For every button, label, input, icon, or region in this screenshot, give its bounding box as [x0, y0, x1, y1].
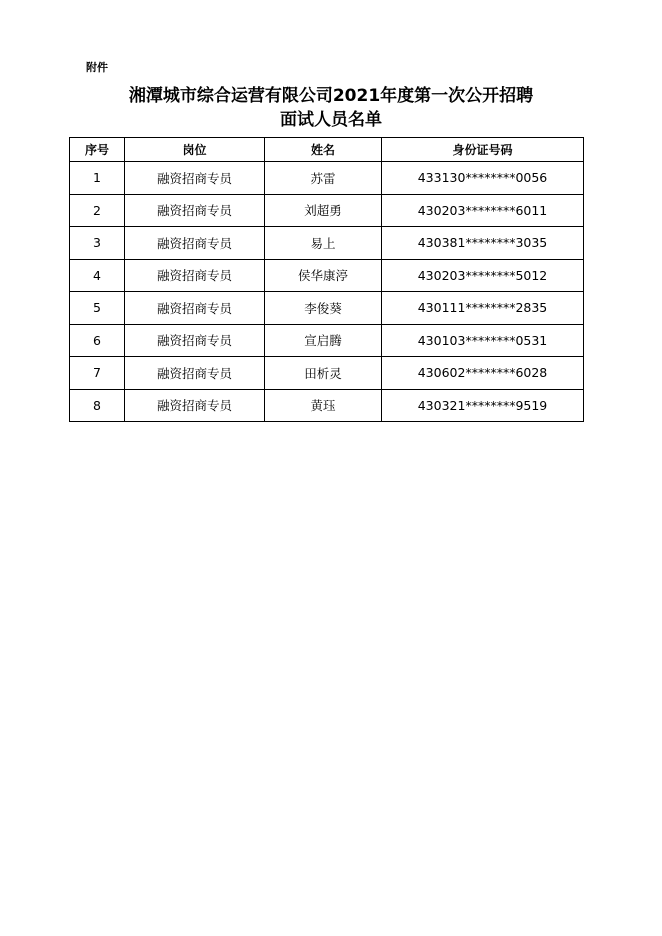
table-row	[70, 259, 584, 292]
cell-position: 融资招商专员	[125, 162, 265, 195]
cell-name: 李俊葵	[265, 292, 382, 325]
cell-id-number: 430203********5012	[382, 259, 584, 292]
cell-id-number: 430103********0531	[382, 324, 584, 357]
cell-name: 刘超勇	[265, 194, 382, 227]
header-id-number: 身份证号码	[382, 138, 584, 162]
cell-seq: 7	[70, 357, 125, 390]
table-header-row	[70, 138, 584, 162]
cell-seq: 2	[70, 194, 125, 227]
header-position: 岗位	[125, 138, 265, 162]
cell-name: 侯华康渟	[265, 259, 382, 292]
cell-id-number: 430111********2835	[382, 292, 584, 325]
header-name: 姓名	[265, 138, 382, 162]
cell-id-number: 430203********6011	[382, 194, 584, 227]
cell-position: 融资招商专员	[125, 259, 265, 292]
cell-seq: 6	[70, 324, 125, 357]
table-row	[70, 194, 584, 227]
cell-position: 融资招商专员	[125, 227, 265, 260]
cell-seq: 4	[70, 259, 125, 292]
table-row	[70, 162, 584, 195]
cell-id-number: 433130********0056	[382, 162, 584, 195]
table-row	[70, 227, 584, 260]
cell-name: 田析灵	[265, 357, 382, 390]
cell-seq: 1	[70, 162, 125, 195]
cell-seq: 5	[70, 292, 125, 325]
table-row	[70, 292, 584, 325]
cell-name: 宣启腾	[265, 324, 382, 357]
interviewee-table	[69, 137, 584, 422]
attachment-label: 附件	[86, 61, 108, 74]
cell-position: 融资招商专员	[125, 324, 265, 357]
header-seq: 序号	[70, 138, 125, 162]
cell-position: 融资招商专员	[125, 194, 265, 227]
cell-id-number: 430602********6028	[382, 357, 584, 390]
table-row	[70, 389, 584, 422]
cell-id-number: 430321********9519	[382, 389, 584, 422]
table-row	[70, 324, 584, 357]
cell-name: 苏雷	[265, 162, 382, 195]
cell-seq: 3	[70, 227, 125, 260]
document-title-line-2: 面试人员名单	[280, 110, 382, 130]
cell-position: 融资招商专员	[125, 292, 265, 325]
document-title-line-1: 湘潭城市综合运营有限公司2021年度第一次公开招聘	[128, 86, 534, 106]
table-row	[70, 357, 584, 390]
cell-name: 黄珏	[265, 389, 382, 422]
cell-name: 易上	[265, 227, 382, 260]
cell-position: 融资招商专员	[125, 357, 265, 390]
cell-seq: 8	[70, 389, 125, 422]
cell-id-number: 430381********3035	[382, 227, 584, 260]
cell-position: 融资招商专员	[125, 389, 265, 422]
